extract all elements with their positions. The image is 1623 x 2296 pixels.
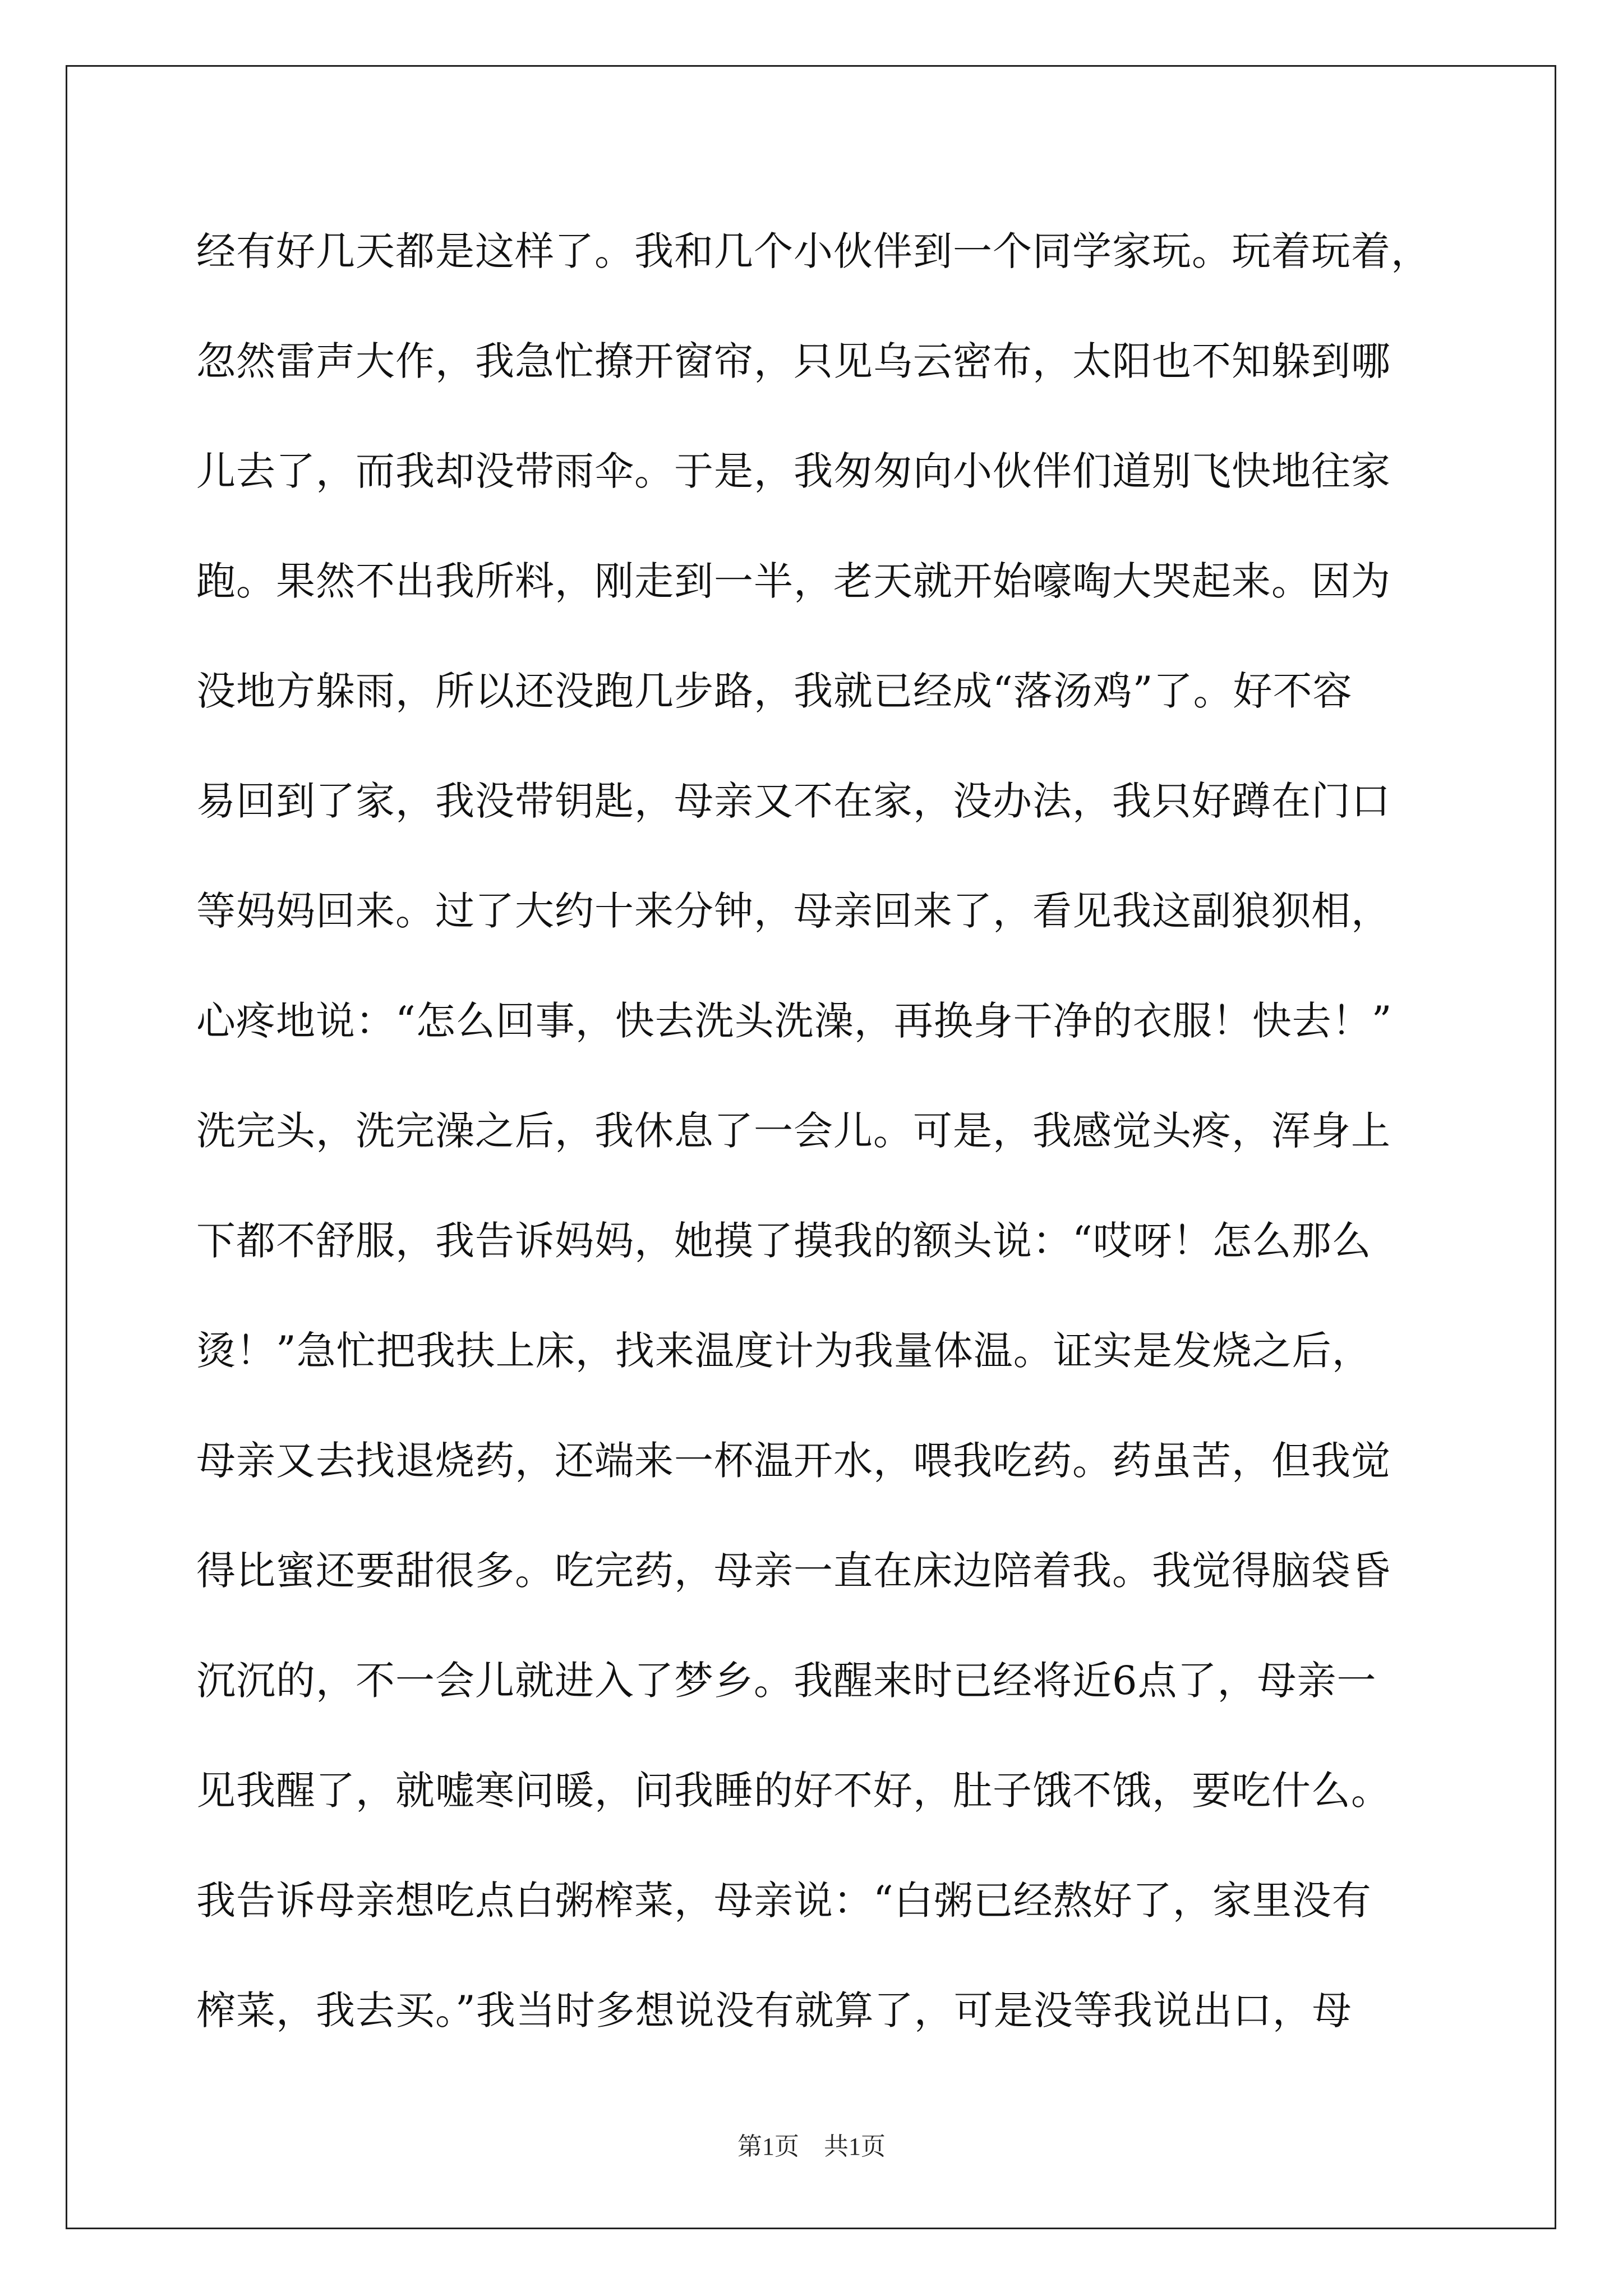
- text-line: 没地方躲雨，所以还没跑几步路，我就已经成“落汤鸡”了。好不容: [196, 668, 1353, 714]
- text-line: 忽然雷声大作，我急忙撩开窗帘，只见乌云密布，太阳也不知躲到哪: [196, 338, 1391, 384]
- text-line: 见我醒了，就嘘寒问暖，问我睡的好不好，肚子饿不饿，要吃什么。: [196, 1768, 1391, 1814]
- page-number-footer: 第1页 共1页: [737, 2133, 886, 2160]
- text-line: 儿去了，而我却没带雨伞。于是，我匆匆向小伙伴们道别飞快地往家: [196, 448, 1391, 494]
- text-line: 跑。果然不出我所料，刚走到一半，老天就开始嚎啕大哭起来。因为: [196, 558, 1391, 604]
- text-line: 经有好几天都是这样了。我和几个小伙伴到一个同学家玩。玩着玩着，: [196, 228, 1431, 274]
- text-line: 烫！”急忙把我扶上床，找来温度计为我量体温。证实是发烧之后，: [196, 1328, 1372, 1374]
- text-line: 等妈妈回来。过了大约十来分钟，母亲回来了，看见我这副狼狈相，: [196, 888, 1391, 934]
- text-line: 沉沉的，不一会儿就进入了梦乡。我醒来时已经将近6点了，母亲一: [196, 1658, 1377, 1704]
- text-line: 洗完头，洗完澡之后，我休息了一会儿。可是，我感觉头疼，浑身上: [196, 1108, 1391, 1154]
- document-body: [196, 196, 1436, 2065]
- text-line: 母亲又去找退烧药，还端来一杯温开水，喂我吃药。药虽苦，但我觉: [196, 1438, 1391, 1484]
- text-line: 下都不舒服，我告诉妈妈，她摸了摸我的额头说：“哎呀！怎么那么: [196, 1218, 1372, 1264]
- text-line: 心疼地说：“怎么回事，快去洗头洗澡，再换身干净的衣服！快去！”: [196, 998, 1393, 1044]
- text-line: 得比蜜还要甜很多。吃完药，母亲一直在床边陪着我。我觉得脑袋昏: [196, 1548, 1391, 1594]
- text-line: 我告诉母亲想吃点白粥榨菜，母亲说：“白粥已经熬好了，家里没有: [196, 1878, 1372, 1924]
- text-line: 易回到了家，我没带钥匙，母亲又不在家，没办法，我只好蹲在门口: [196, 778, 1391, 824]
- text-line: 榨菜，我去买。”我当时多想说没有就算了，可是没等我说出口，母: [196, 1987, 1352, 2033]
